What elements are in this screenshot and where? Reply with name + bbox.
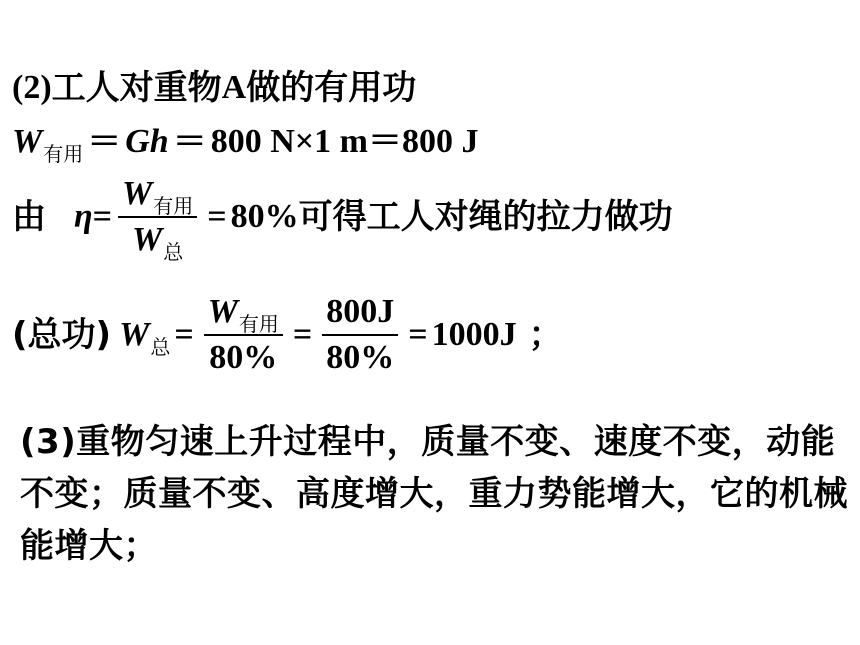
subscript-useful: 有用 — [153, 194, 194, 218]
symbol-w: W — [12, 123, 43, 160]
equals-sign: = — [174, 316, 194, 353]
equals-sign: = — [92, 198, 113, 235]
fraction-denominator: 80% — [326, 339, 395, 376]
subscript-useful: 有用 — [238, 312, 279, 336]
equals-sign: ＝ — [87, 122, 122, 162]
line-total-work-equation — [12, 290, 563, 380]
fraction-useful-over-efficiency — [204, 290, 283, 380]
conclusion-text: 可得工人对绳的拉力做功 — [298, 197, 673, 237]
subscript-useful: 有用 — [43, 142, 84, 166]
prefix-total-work: (总功) — [12, 315, 112, 355]
semicolon: ； — [528, 315, 563, 355]
efficiency-value: 80% — [230, 198, 299, 235]
symbol-gh: Gh — [125, 123, 169, 160]
fraction-numeric — [322, 290, 398, 380]
fraction-numerator — [204, 290, 283, 334]
part-label-2: (2) — [12, 69, 52, 106]
equals-sign-2: ＝ — [172, 122, 207, 162]
line-useful-work-equation — [12, 122, 479, 166]
fraction-efficiency — [118, 172, 197, 262]
fraction-denominator: 80% — [209, 339, 278, 376]
symbol-w: W — [207, 293, 238, 330]
equals-sign-3: = — [408, 316, 428, 353]
equals-sign-2: = — [207, 198, 227, 235]
calculation-expression: 800 N×1 m＝800 J — [210, 123, 479, 160]
total-work-result: 1000J — [431, 316, 517, 353]
symbol-w: W — [122, 175, 153, 212]
line-useful-work-heading — [12, 68, 416, 108]
fraction-numerator: 800J — [326, 293, 395, 330]
line-efficiency-equation — [12, 172, 673, 262]
heading-text: 工人对重物 — [51, 68, 222, 108]
equals-sign-2: = — [292, 316, 313, 353]
symbol-w: W — [132, 221, 163, 258]
subscript-total: 总 — [150, 335, 171, 359]
object-label: A — [221, 69, 247, 106]
fraction-numerator — [118, 172, 197, 216]
subscript-total: 总 — [163, 240, 184, 264]
heading-text-2: 做的有用功 — [246, 68, 417, 108]
paragraph-part-3: (3)重物匀速上升过程中，质量不变、速度不变，动能不变；质量不变、高度增大，重力势能增大，它的机械能增大； — [20, 422, 848, 566]
symbol-w: W — [119, 316, 150, 353]
symbol-eta: η — [74, 198, 93, 235]
prefix-by: 由 — [12, 197, 46, 237]
